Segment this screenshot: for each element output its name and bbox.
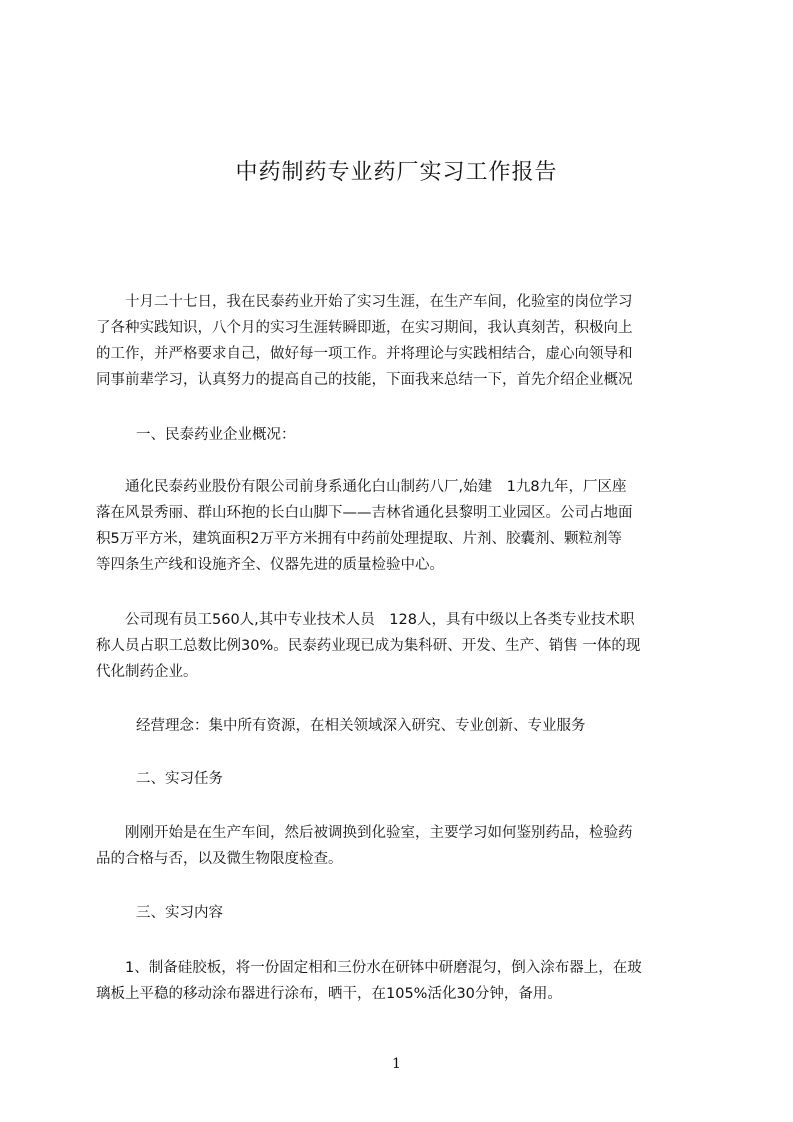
company-line: 落在风景秀丽、群山环抱的长白山脚下——吉林省通化县黎明工业园区。公司占地面 xyxy=(96,505,633,521)
company-line: 等四条生产线和设施齐全、仪器先进的质量检验中心。 xyxy=(96,557,444,573)
company-line: 代化制药企业。 xyxy=(96,664,198,680)
content-line: 1、制备硅胶板，将一份固定相和三份水在研钵中研磨混匀，倒入涂布器上，在玻 xyxy=(96,960,642,976)
company-paragraph-2 xyxy=(96,607,706,685)
company-line: 积5万平方米，建筑面积2万平方米拥有中药前处理提取、片剂、胶囊剂、颗粒剂等 xyxy=(96,531,622,547)
intro-line: 同事前辈学习，认真努力的提高自己的技能，下面我来总结一下，首先介绍企业概况 xyxy=(96,372,633,388)
section-heading-company: 一、民泰药业企业概况： xyxy=(136,427,296,443)
page-number: 1 xyxy=(392,1056,401,1072)
section-heading-content: 三、实习内容 xyxy=(136,905,223,921)
document-title: 中药制药专业药厂实习工作报告 xyxy=(235,159,558,185)
company-line: 通化民泰药业股份有限公司前身系通化白山制药八厂,始建 1九8九年，厂区座 xyxy=(96,479,627,495)
intro-line: 了各种实践知识，八个月的实习生涯转瞬即逝，在实习期间，我认真刻苦，积极向上 xyxy=(96,320,633,336)
company-paragraph-1 xyxy=(96,474,706,578)
company-line: 公司现有员工560人,其中专业技术人员 128人，具有中级以上各类专业技术职 xyxy=(96,612,635,628)
task-paragraph xyxy=(96,820,706,872)
intro-line: 十月二十七日，我在民泰药业开始了实习生涯，在生产车间，化验室的岗位学习 xyxy=(96,294,633,310)
section-heading-tasks: 二、实习任务 xyxy=(136,771,223,787)
intro-paragraph xyxy=(96,289,706,393)
task-line: 刚刚开始是在生产车间，然后被调换到化验室，主要学习如何鉴别药品，检验药 xyxy=(96,825,633,841)
task-line: 品的合格与否，以及微生物限度检查。 xyxy=(96,851,343,867)
business-philosophy: 经营理念：集中所有资源，在相关领域深入研究、专业创新、专业服务 xyxy=(136,718,586,734)
content-paragraph xyxy=(96,955,706,1007)
content-line: 璃板上平稳的移动涂布器进行涂布，晒干，在105%活化30分钟，备用。 xyxy=(96,986,562,1002)
intro-line: 的工作，并严格要求自己，做好每一项工作。并将理论与实践相结合，虚心向领导和 xyxy=(96,346,633,362)
company-line: 称人员占职工总数比例30%。民泰药业现已成为集科研、开发、生产、销售 一体的现 xyxy=(96,638,641,654)
